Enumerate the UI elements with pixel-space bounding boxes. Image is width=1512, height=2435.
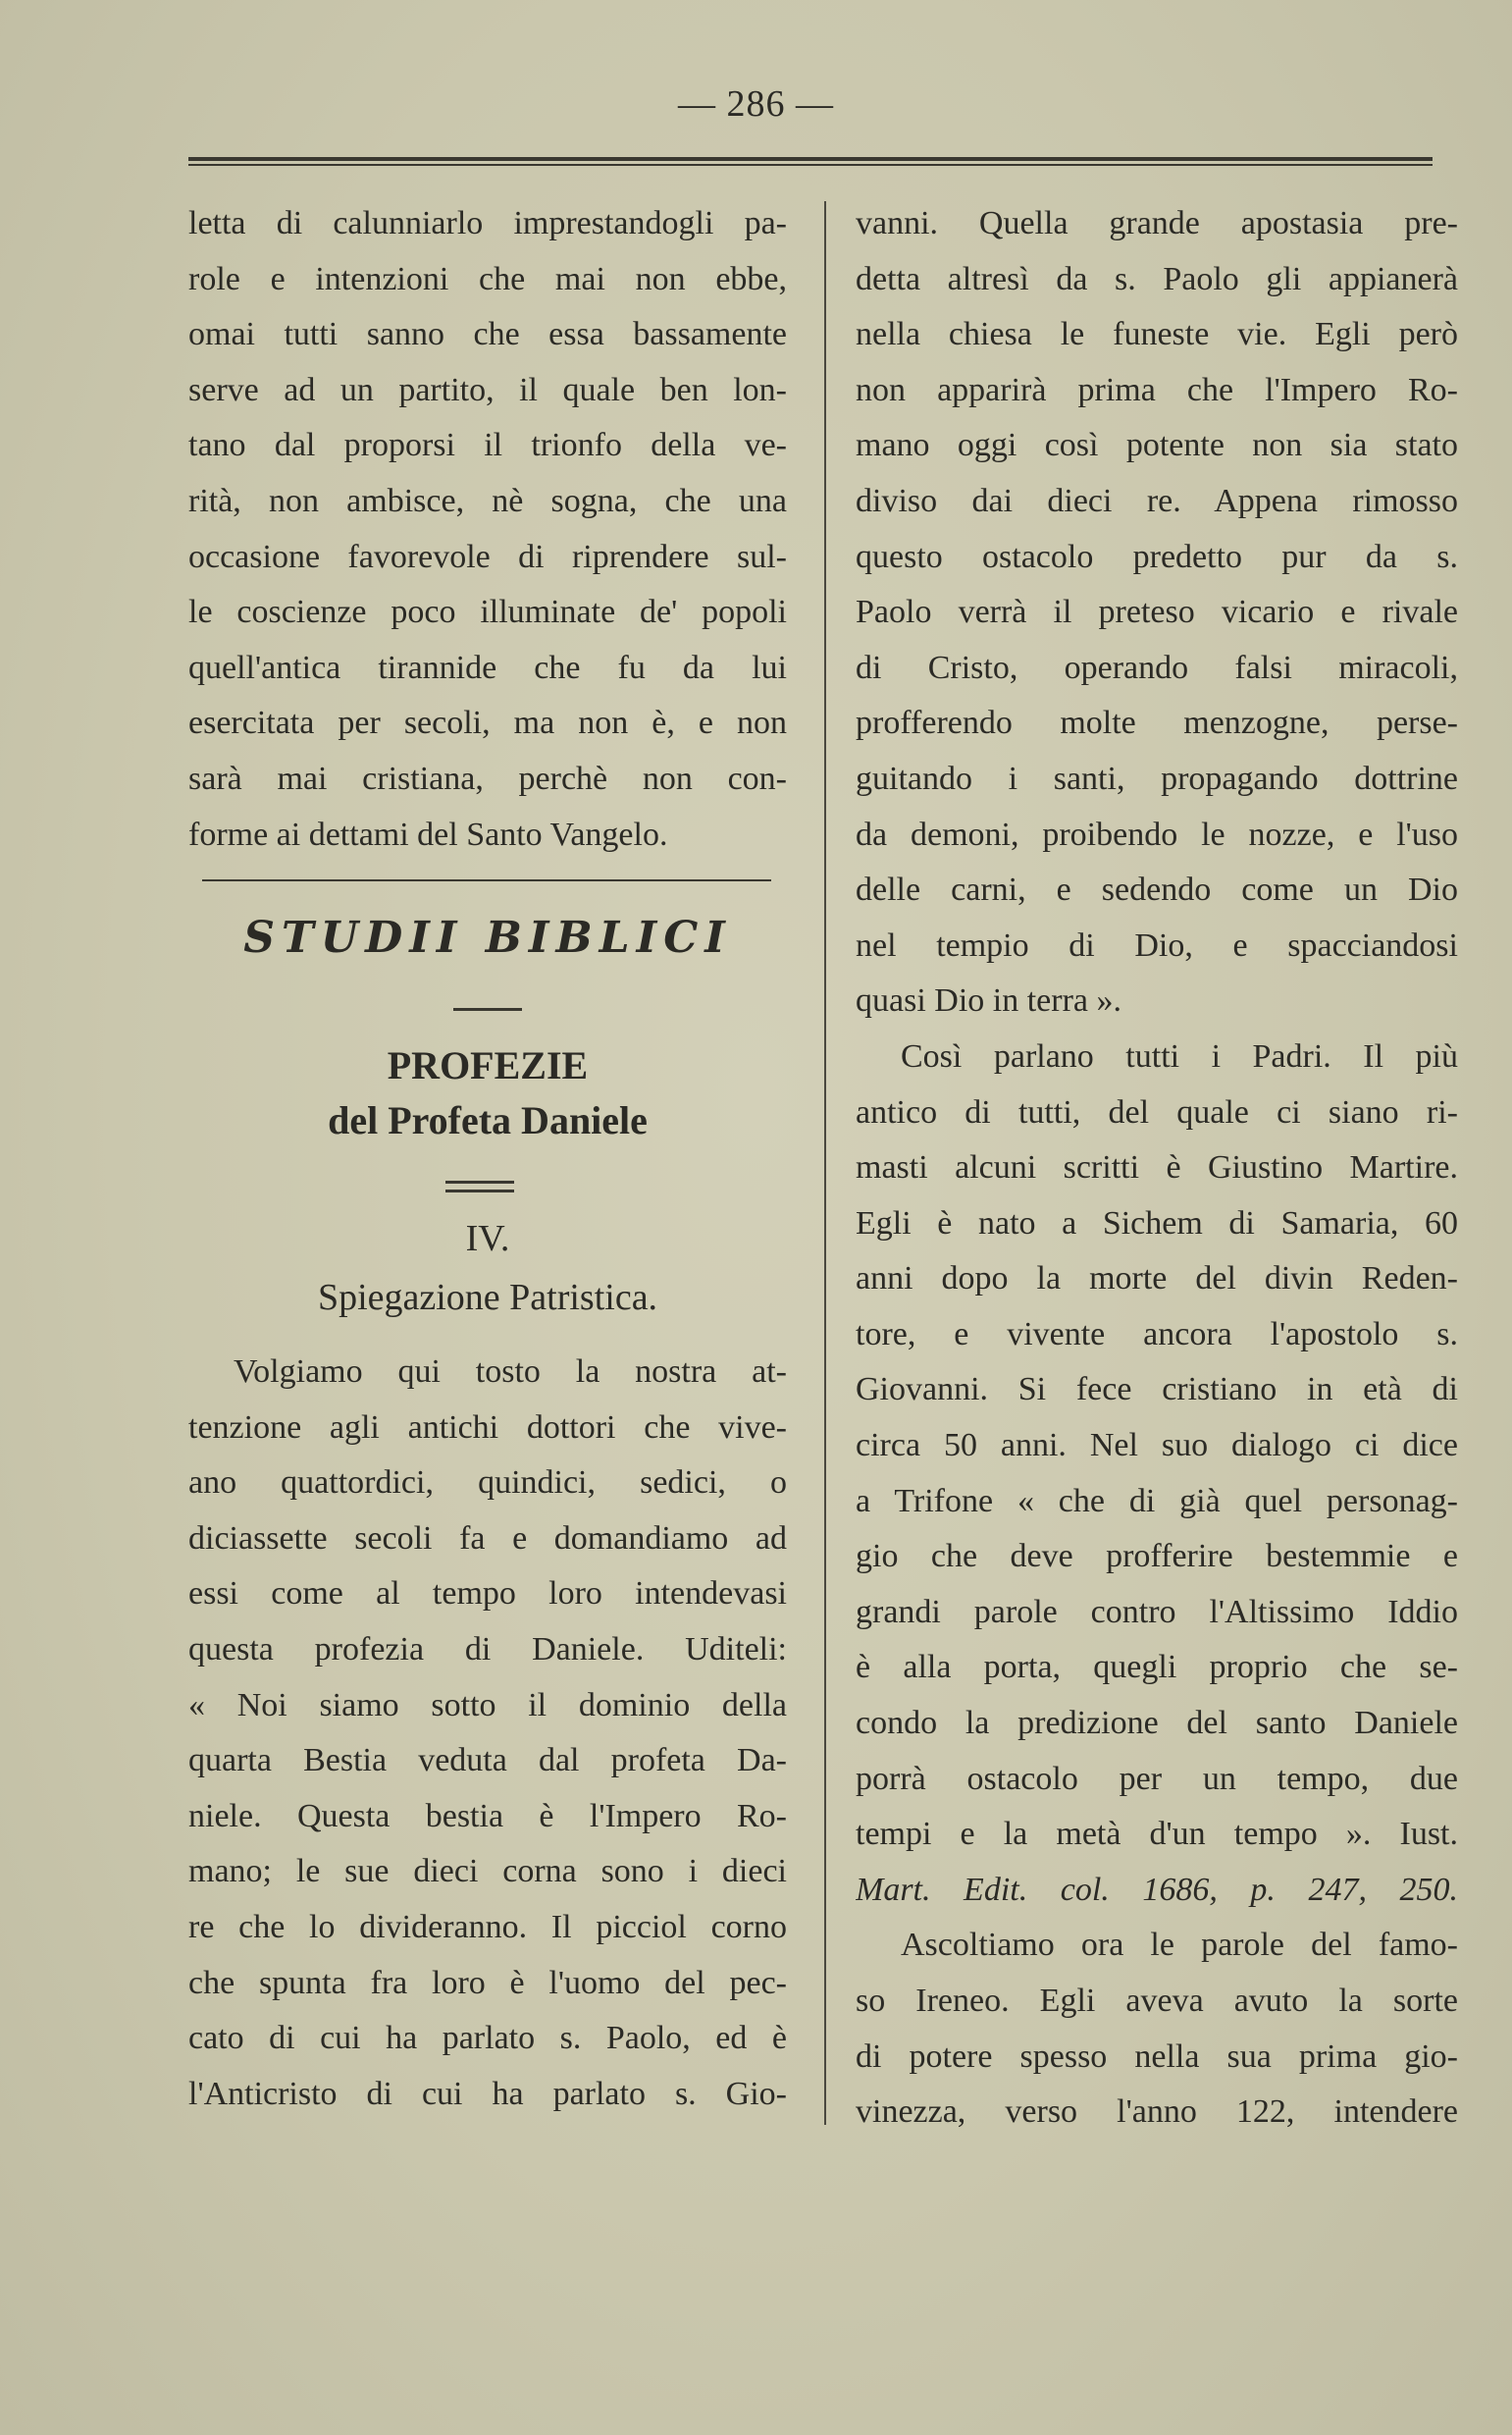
text-line: letta di calunniarlo imprestandogli pa- <box>188 205 787 241</box>
text-line: è alla porta, quegli proprio che se- <box>856 1649 1458 1686</box>
text-line: a Trifone « che di già quel personag- <box>856 1482 1458 1519</box>
text-line: questa profezia di Daniele. Uditeli: <box>188 1630 787 1667</box>
text-line: Paolo verrà il preteso vicario e rivale <box>856 594 1458 631</box>
section-title-line2: del Profeta Daniele <box>328 1098 648 1142</box>
text-line: quell'antica tirannide che fu da lui <box>188 649 787 686</box>
text-line: da demoni, proibendo le nozze, e l'uso <box>856 816 1458 853</box>
text-line: condo la predizione del santo Daniele <box>856 1705 1458 1742</box>
text-line: vinezza, verso l'anno 122, intendere <box>856 2093 1458 2131</box>
section-separator-rule <box>202 879 771 881</box>
text-line: detta altresì da s. Paolo gli appianerà <box>856 260 1458 297</box>
text-line: tore, e vivente ancora l'apostolo s. <box>856 1315 1458 1352</box>
text-line: nella chiesa le funeste vie. Egli però <box>856 316 1458 353</box>
left-column-body <box>188 1345 787 2122</box>
text-line: occasione favorevole di riprendere sul- <box>188 538 787 575</box>
text-line: quarta Bestia veduta dal profeta Da- <box>188 1742 787 1779</box>
text-line: serve ad un partito, il quale ben lon- <box>188 371 787 408</box>
text-line: essi come al tempo loro intendevasi <box>188 1575 787 1613</box>
text-line: Giovanni. Si fece cristiano in età di <box>856 1371 1458 1408</box>
text-line: diviso dai dieci re. Appena rimosso <box>856 482 1458 519</box>
rubric-heading: STUDII BIBLICI <box>243 913 732 963</box>
text-line: esercitata per secoli, ma non è, e non <box>188 705 787 742</box>
text-line: profferendo molte menzogne, perse- <box>856 705 1458 742</box>
ornament-rule-bottom <box>445 1190 514 1192</box>
text-line: ano quattordici, quindici, sedici, o <box>188 1464 787 1502</box>
ornament-rule-top <box>445 1181 514 1184</box>
text-line: niele. Questa bestia è l'Impero Ro- <box>188 1797 787 1834</box>
text-line: re che lo divideranno. Il picciol corno <box>188 1908 787 1945</box>
text-line: di Cristo, operando falsi miracoli, <box>856 649 1458 686</box>
text-line: rità, non ambisce, nè sogna, che una <box>188 482 787 519</box>
text-line: « Noi siamo sotto il dominio della <box>188 1686 787 1723</box>
text-line: che spunta fra loro è l'uomo del pec- <box>188 1964 787 2001</box>
text-line: Ascoltiamo ora le parole del famo- <box>901 1927 1458 1964</box>
text-line: mano oggi così potente non sia stato <box>856 427 1458 464</box>
text-line: tempi e la metà d'un tempo ». Iust. <box>856 1816 1458 1853</box>
text-line: Egli è nato a Sichem di Samaria, 60 <box>856 1204 1458 1242</box>
text-line: non apparirà prima che l'Impero Ro- <box>856 371 1458 408</box>
text-line: guitando i santi, propagando dottrine <box>856 760 1458 797</box>
text-line: le coscienze poco illuminate de' popoli <box>188 594 787 631</box>
text-line: role e intenzioni che mai non ebbe, <box>188 260 787 297</box>
text-line: omai tutti sanno che essa bassamente <box>188 316 787 353</box>
text-line: questo ostacolo predetto pur da s. <box>856 538 1458 575</box>
text-line: l'Anticristo di cui ha parlato s. Gio- <box>188 2075 787 2112</box>
text-line: masti alcuni scritti è Giustino Martire. <box>856 1149 1458 1187</box>
text-line: porrà ostacolo per un tempo, due <box>856 1760 1458 1797</box>
text-line: Così parlano tutti i Padri. Il più <box>901 1037 1458 1075</box>
text-line: cato di cui ha parlato s. Paolo, ed è <box>188 2020 787 2057</box>
text-line: delle carni, e sedendo come un Dio <box>856 872 1458 909</box>
text-line: gio che deve profferire bestemmie e <box>856 1538 1458 1575</box>
page-number: — 286 — <box>678 83 834 125</box>
text-line: circa 50 anni. Nel suo dialogo ci dice <box>856 1427 1458 1464</box>
text-line: anni dopo la morte del divin Reden- <box>856 1260 1458 1297</box>
text-line: Volgiamo qui tosto la nostra at- <box>234 1353 787 1390</box>
right-column <box>856 196 1458 2141</box>
text-line: di potere spesso nella sua prima gio- <box>856 2038 1458 2075</box>
text-line: sarà mai cristiana, perchè non con- <box>188 760 787 797</box>
text-line: grandi parole contro l'Altissimo Iddio <box>856 1593 1458 1630</box>
ornament-rule <box>453 1008 522 1011</box>
text-line: tano dal proporsi il trionfo della ve- <box>188 427 787 464</box>
section-title-line1: PROFEZIE <box>387 1043 589 1087</box>
text-line: nel tempio di Dio, e spacciandosi <box>856 926 1458 964</box>
text-line: tenzione agli antichi dottori che vive- <box>188 1408 787 1446</box>
section-subtitle: Spiegazione Patristica. <box>317 1277 658 1318</box>
text-line: so Ireneo. Egli aveva avuto la sorte <box>856 1983 1458 2019</box>
text-line: quasi Dio in terra ». <box>856 982 1121 1020</box>
text-line: Mart. Edit. col. 1686, p. 247, 250. <box>856 1871 1458 1908</box>
header-rule <box>188 157 1433 166</box>
text-line: antico di tutti, del quale ci siano ri- <box>856 1093 1458 1131</box>
left-column-top <box>188 196 787 863</box>
text-line: forme ai dettami del Santo Vangelo. <box>188 816 668 853</box>
section-number: IV. <box>465 1218 510 1259</box>
text-line: mano; le sue dieci corna sono i dieci <box>188 1853 787 1890</box>
column-divider <box>824 201 826 2125</box>
text-line: vanni. Quella grande apostasia pre- <box>856 205 1458 241</box>
text-line: diciassette secoli fa e domandiamo ad <box>188 1519 787 1557</box>
